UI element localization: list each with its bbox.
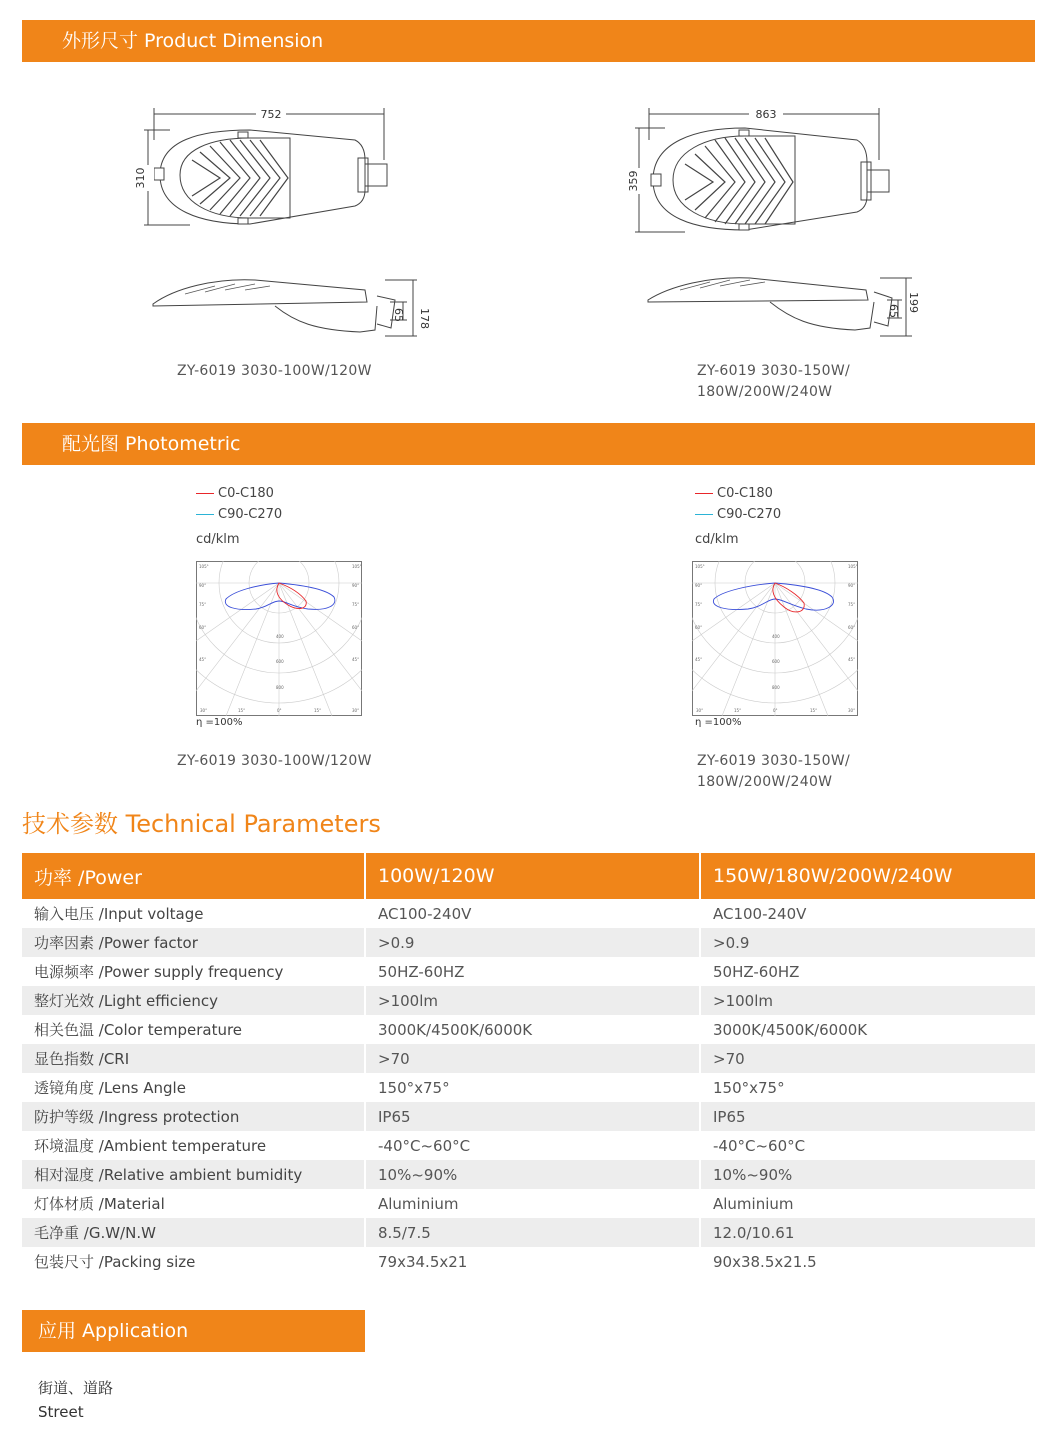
param-label: 灯体材质 /Material xyxy=(34,1195,165,1213)
param-value: 50HZ-60HZ xyxy=(700,957,1035,986)
bottom-angle-label: 15° xyxy=(734,708,742,713)
param-value: AC100-240V xyxy=(700,899,1035,928)
param-value: 3000K/4500K/6000K xyxy=(365,1015,700,1044)
dimension-caption-right-line2: 180W/200W/240W xyxy=(697,384,833,400)
photometric-section-title: 配光图 Photometric xyxy=(62,433,241,455)
table-row xyxy=(22,1247,1035,1276)
photometric-caption-left-line1: ZY-6019 3030-100W/120W xyxy=(177,753,372,769)
radial-label: 400 xyxy=(276,634,284,639)
application-text-en: Street xyxy=(38,1403,84,1421)
radial-label: 400 xyxy=(772,634,780,639)
table-row xyxy=(22,1160,1035,1189)
width-dimension-label: 863 xyxy=(755,108,777,121)
param-value: 50HZ-60HZ xyxy=(365,957,700,986)
side-height-label: 199 xyxy=(907,292,920,313)
param-value: 10%~90% xyxy=(365,1160,700,1189)
angle-label-right: 90° xyxy=(848,583,856,588)
param-value: >70 xyxy=(700,1044,1035,1073)
dimension-caption-right xyxy=(697,361,850,403)
legend-item-c90 xyxy=(196,507,282,522)
param-value: 3000K/4500K/6000K xyxy=(700,1015,1035,1044)
photometric-caption-right xyxy=(697,751,850,793)
lamp-side-view-drawing-right xyxy=(640,272,930,342)
table-header-cell: 100W/120W xyxy=(365,853,700,899)
param-label: 电源频率 /Power supply frequency xyxy=(34,963,284,981)
efficiency-label-left: η =100% xyxy=(196,717,243,728)
technical-parameters-table xyxy=(22,853,1035,1276)
radial-label: 800 xyxy=(276,685,284,690)
angle-label-left: 105° xyxy=(199,564,209,569)
param-value: >0.9 xyxy=(365,928,700,957)
bottom-angle-label: 15° xyxy=(314,708,322,713)
param-label: 毛净重 /G.W/N.W xyxy=(22,1218,365,1247)
table-row xyxy=(22,899,1035,928)
param-value: >100lm xyxy=(700,986,1035,1015)
legend-item-c0 xyxy=(196,486,274,501)
legend-blue-swatch xyxy=(695,514,713,516)
lamp-top-view-drawing-left xyxy=(130,100,420,240)
table-row xyxy=(22,1218,1035,1247)
radial-label: 800 xyxy=(772,685,780,690)
bottom-angle-label: 0° xyxy=(773,708,778,713)
param-value: -40°C~60°C xyxy=(700,1131,1035,1160)
dimension-caption-left-line1: ZY-6019 3030-100W/120W xyxy=(177,363,372,379)
photometric-caption-right-line1: ZY-6019 3030-150W/ xyxy=(697,753,850,769)
angle-label-right: 105° xyxy=(352,564,362,569)
param-value: 12.0/10.61 xyxy=(700,1218,1035,1247)
legend-label: C0-C180 xyxy=(717,486,773,501)
legend-blue-swatch xyxy=(196,514,214,516)
dimension-caption-left xyxy=(177,361,372,382)
legend-red-swatch xyxy=(695,493,713,495)
bottom-angle-label: 30° xyxy=(352,708,360,713)
angle-label-left: 75° xyxy=(199,602,207,607)
param-value: 150°x75° xyxy=(700,1073,1035,1102)
param-value: >0.9 xyxy=(700,928,1035,957)
angle-label-left: 45° xyxy=(199,657,207,662)
lamp-top-view-drawing-right xyxy=(625,100,915,240)
table-row xyxy=(22,1102,1035,1131)
angle-label-left: 60° xyxy=(199,625,207,630)
bottom-angle-label: 15° xyxy=(810,708,818,713)
param-label: 相对湿度 /Relative ambient bumidity xyxy=(22,1160,365,1189)
param-label: 包装尺寸 /Packing size xyxy=(34,1253,196,1271)
legend-label: C90-C270 xyxy=(717,507,782,522)
param-value: 150°x75° xyxy=(365,1073,700,1102)
param-label: 透镜角度 /Lens Angle xyxy=(34,1079,186,1097)
application-section-title: 应用 Application xyxy=(38,1320,189,1342)
radial-label: 600 xyxy=(276,659,284,664)
angle-label-left: 90° xyxy=(199,583,207,588)
side-small-label: 65 xyxy=(392,308,405,322)
height-dimension-label: 310 xyxy=(134,167,147,189)
photometric-section-header xyxy=(22,423,1035,465)
lamp-side-view-drawing-left xyxy=(145,272,435,342)
angle-label-left: 45° xyxy=(695,657,703,662)
param-value: >70 xyxy=(365,1044,700,1073)
angle-label-right: 60° xyxy=(848,625,856,630)
angle-label-right: 45° xyxy=(848,657,856,662)
dimension-section-title: 外形尺寸 Product Dimension xyxy=(62,30,324,52)
photometric-unit: cd/klm xyxy=(695,532,739,547)
table-row xyxy=(22,1044,1035,1073)
angle-label-right: 75° xyxy=(848,602,856,607)
application-section-header xyxy=(22,1310,365,1352)
param-value: IP65 xyxy=(365,1102,700,1131)
bottom-angle-label: 30° xyxy=(200,708,208,713)
param-value: 90x38.5x21.5 xyxy=(700,1247,1035,1276)
polar-diagram-right xyxy=(692,561,858,716)
table-row xyxy=(22,957,1035,986)
table-header-cell: 功率 /Power xyxy=(22,853,365,899)
table-row xyxy=(22,1131,1035,1160)
legend-red-swatch xyxy=(196,493,214,495)
legend-label: C0-C180 xyxy=(218,486,274,501)
dimension-section-header xyxy=(22,20,1035,62)
table-row xyxy=(22,986,1035,1015)
param-value: Aluminium xyxy=(700,1189,1035,1218)
table-header-cell: 150W/180W/200W/240W xyxy=(700,853,1035,899)
param-label: 功率因素 /Power factor xyxy=(22,928,365,957)
bottom-angle-label: 30° xyxy=(696,708,704,713)
polar-diagram-left xyxy=(196,561,362,716)
width-dimension-label: 752 xyxy=(260,108,282,121)
table-row xyxy=(22,928,1035,957)
bottom-angle-label: 15° xyxy=(238,708,246,713)
dimension-caption-right-line1: ZY-6019 3030-150W/ xyxy=(697,363,850,379)
angle-label-right: 75° xyxy=(352,602,360,607)
table-header-row xyxy=(22,853,1035,899)
param-value: 8.5/7.5 xyxy=(365,1218,700,1247)
param-label: 防护等级 /Ingress protection xyxy=(22,1102,365,1131)
table-row xyxy=(22,1189,1035,1218)
angle-label-right: 60° xyxy=(352,625,360,630)
param-label: 相关色温 /Color temperature xyxy=(34,1021,243,1039)
height-dimension-label: 359 xyxy=(627,170,640,192)
application-text-cn: 街道、道路 xyxy=(38,1379,114,1397)
angle-label-left: 75° xyxy=(695,602,703,607)
technical-section-title: 技术参数 Technical Parameters xyxy=(22,810,381,838)
angle-label-right: 105° xyxy=(848,564,858,569)
param-value: 10%~90% xyxy=(700,1160,1035,1189)
param-label: 整灯光效 /Light efficiency xyxy=(22,986,365,1015)
angle-label-right: 45° xyxy=(352,657,360,662)
legend-item-c0 xyxy=(695,486,773,501)
table-row xyxy=(22,1073,1035,1102)
angle-label-right: 90° xyxy=(352,583,360,588)
param-value: Aluminium xyxy=(365,1189,700,1218)
radial-label: 600 xyxy=(772,659,780,664)
angle-label-left: 105° xyxy=(695,564,705,569)
photometric-caption-right-line2: 180W/200W/240W xyxy=(697,774,833,790)
param-value: 79x34.5x21 xyxy=(365,1247,700,1276)
efficiency-label-right: η =100% xyxy=(695,717,742,728)
legend-label: C90-C270 xyxy=(218,507,283,522)
legend-item-c90 xyxy=(695,507,781,522)
angle-label-left: 90° xyxy=(695,583,703,588)
param-value: AC100-240V xyxy=(365,899,700,928)
photometric-unit: cd/klm xyxy=(196,532,240,547)
side-height-label: 178 xyxy=(418,308,431,329)
table-row xyxy=(22,1015,1035,1044)
param-value: IP65 xyxy=(700,1102,1035,1131)
param-value: >100lm xyxy=(365,986,700,1015)
photometric-caption-left xyxy=(177,751,372,772)
angle-label-left: 60° xyxy=(695,625,703,630)
bottom-angle-label: 0° xyxy=(277,708,282,713)
param-label: 显色指数 /CRI xyxy=(22,1044,365,1073)
param-value: -40°C~60°C xyxy=(365,1131,700,1160)
bottom-angle-label: 30° xyxy=(848,708,856,713)
param-label: 输入电压 /Input voltage xyxy=(34,905,204,923)
side-small-label: 65 xyxy=(887,304,900,318)
param-label: 环境温度 /Ambient temperature xyxy=(34,1137,267,1155)
